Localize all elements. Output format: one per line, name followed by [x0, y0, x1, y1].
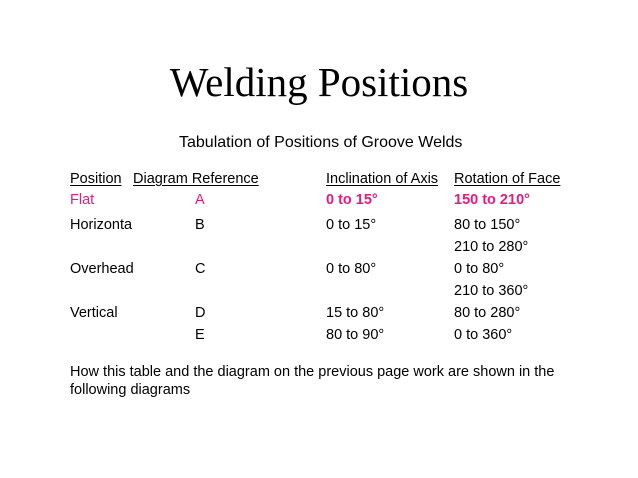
row-vertical-e-diagram: E	[195, 327, 205, 343]
header-inclination-of-axis: Inclination of Axis	[326, 171, 439, 187]
row-horizontal-position: Horizonta	[70, 217, 133, 233]
row-overhead-inclination: 0 to 80°	[326, 261, 377, 277]
row-overhead-rotation-1: 0 to 80°	[454, 261, 505, 277]
row-flat-position: Flat	[70, 192, 95, 208]
row-horizontal-rotation-2: 210 to 280°	[454, 239, 529, 255]
table-subtitle: Tabulation of Positions of Groove Welds	[179, 134, 463, 151]
row-overhead-rotation-2: 210 to 360°	[454, 283, 529, 299]
row-vertical-position: Vertical	[70, 305, 118, 321]
row-horizontal-inclination: 0 to 15°	[326, 217, 377, 233]
row-flat-inclination: 0 to 15°	[326, 192, 378, 208]
row-flat-rotation: 150 to 210°	[454, 192, 530, 208]
header-rotation-of-face: Rotation of Face	[454, 171, 561, 187]
footnote: How this table and the diagram on the previous page work are shown in the following diagrams	[70, 364, 555, 398]
row-vertical-d-rotation: 80 to 280°	[454, 305, 521, 321]
row-flat-diagram: A	[195, 192, 205, 208]
row-vertical-e-rotation: 0 to 360°	[454, 327, 513, 343]
header-position: Position	[70, 171, 122, 187]
row-overhead-diagram: C	[195, 261, 206, 277]
row-vertical-d-inclination: 15 to 80°	[326, 305, 385, 321]
row-horizontal-diagram: B	[195, 217, 205, 233]
row-vertical-e-inclination: 80 to 90°	[326, 327, 385, 343]
slide-title: Welding Positions	[169, 59, 469, 105]
row-overhead-position: Overhead	[70, 261, 134, 277]
row-horizontal-rotation-1: 80 to 150°	[454, 217, 521, 233]
header-diagram-reference: Diagram Reference	[133, 171, 259, 187]
row-vertical-d-diagram: D	[195, 305, 206, 321]
